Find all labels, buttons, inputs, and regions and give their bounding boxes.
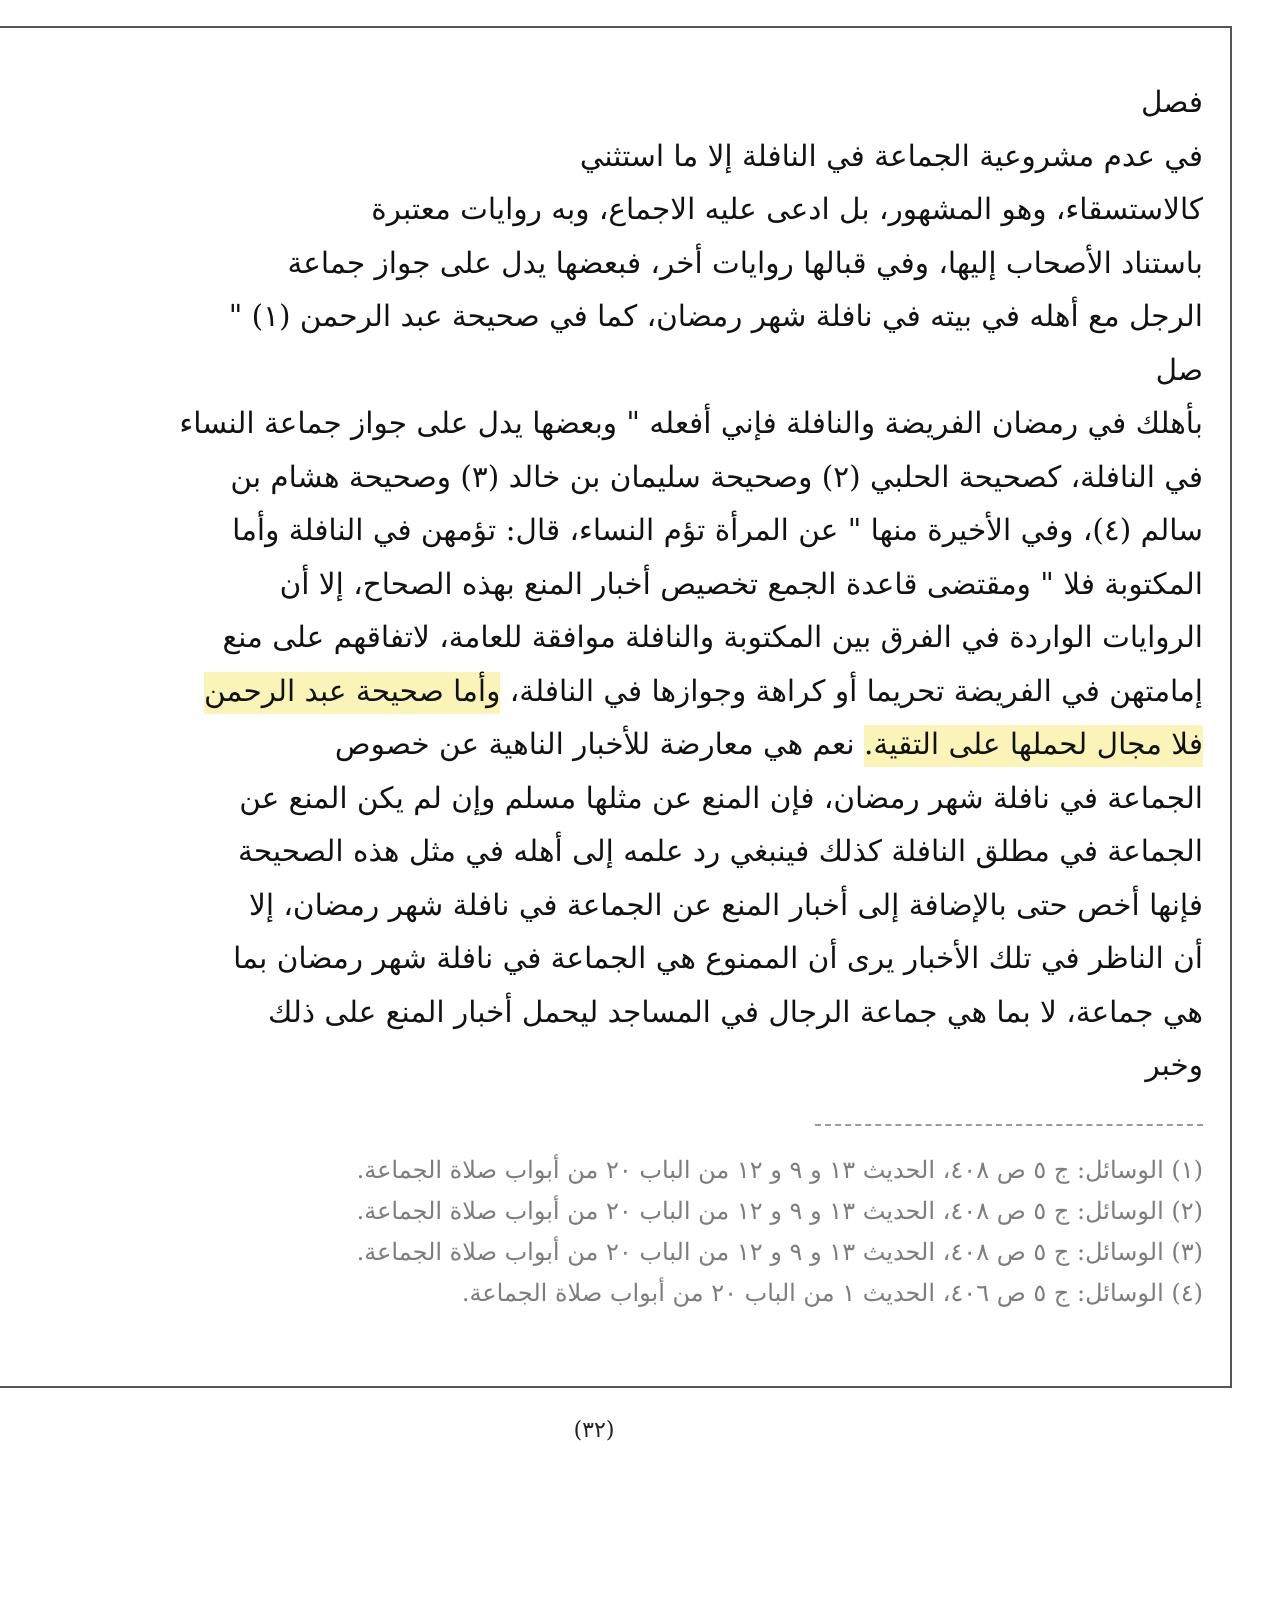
text-line: فإنها أخص حتى بالإضافة إلى أخبار المنع عن الجماعة في نافلة شهر رمضان، إلا (249, 887, 1203, 922)
text-line-with-highlight (13, 718, 1203, 772)
footnote-item: (٣) الوسائل: ج ٥ ص ٤٠٨، الحديث ١٣ و ٩ و ١٢ من الباب ٢٠ من أبواب صلاة الجماعة. (356, 1238, 1203, 1266)
text-line: هي جماعة، لا بما هي جماعة الرجال في المساجد ليحمل أخبار المنع على ذلك (268, 994, 1203, 1029)
text-line: أن الناظر في تلك الأخبار يرى أن الممنوع هي الجماعة في نافلة شهر رمضان بما (233, 941, 1203, 975)
text-segment: نعم هي معارضة للأخبار الناهية عن خصوص (334, 727, 865, 761)
text-line-with-highlight (13, 665, 1203, 719)
text-line: سالم (٤)، وفي الأخيرة منها " عن المرأة تؤم النساء، قال: تؤمهن في النافلة وأما (232, 513, 1203, 547)
text-line: في النافلة، كصحيحة الحلبي (٢) وصحيحة سليمان بن خالد (٣) وصحيحة هشام بن (230, 459, 1203, 494)
text-line: الروايات الواردة في الفرق بين المكتوبة والنافلة موافقة للعامة، لاتفاقهم على منع (222, 620, 1203, 654)
footnote-item: (٢) الوسائل: ج ٥ ص ٤٠٨، الحديث ١٣ و ٩ و ١٢ من الباب ٢٠ من أبواب صلاة الجماعة. (356, 1197, 1203, 1225)
footnote-item: (٤) الوسائل: ج ٥ ص ٤٠٦، الحديث ١ من الباب ٢٠ من أبواب صلاة الجماعة. (461, 1279, 1203, 1307)
footnote-item: (١) الوسائل: ج ٥ ص ٤٠٨، الحديث ١٣ و ٩ و ١٢ من الباب ٢٠ من أبواب صلاة الجماعة. (356, 1156, 1203, 1184)
text-line: الجماعة في نافلة شهر رمضان، فإن المنع عن مثلها مسلم وإن لم يكن المنع عن (239, 780, 1203, 815)
text-line: الجماعة في مطلق النافلة كذلك فينبغي رد علمه إلى أهله في مثل هذه الصحيحة (238, 834, 1203, 868)
footnotes (83, 1150, 1203, 1314)
highlighted-text: فلا مجال لحملها على التقية. (864, 725, 1203, 767)
text-line: كالاستسقاء، وهو المشهور، بل ادعى عليه الاجماع، وبه روايات معتبرة (371, 192, 1203, 226)
text-line: صل (1155, 352, 1203, 387)
text-line: الرجل مع أهله في بيته في نافلة شهر رمضان، كما في صحيحة عبد الرحمن (١) " (228, 299, 1203, 333)
section-subtitle: في عدم مشروعية الجماعة في النافلة إلا ما استثني (579, 138, 1203, 173)
main-text (13, 76, 1203, 1093)
section-heading: فصل (1140, 85, 1203, 119)
highlighted-text: وأما صحيحة عبد الرحمن (204, 672, 500, 714)
text-line: وخبر (1145, 1048, 1203, 1082)
text-segment: إمامتهن في الفريضة تحريما أو كراهة وجوازها في النافلة، (500, 673, 1203, 708)
text-line: بأهلك في رمضان الفريضة والنافلة فإني أفعله " وبعضها يدل على جواز جماعة النساء (179, 406, 1203, 440)
text-line: المكتوبة فلا " ومقتضى قاعدة الجمع تخصيص أخبار المنع بهذه الصحاح، إلا أن (279, 566, 1203, 601)
footnote-separator (815, 1124, 1203, 1126)
text-line: باستناد الأصحاب إليها، وفي قبالها روايات أخر، فبعضها يدل على جواز جماعة (287, 245, 1203, 280)
page-number: (٣٢) (573, 1418, 615, 1443)
